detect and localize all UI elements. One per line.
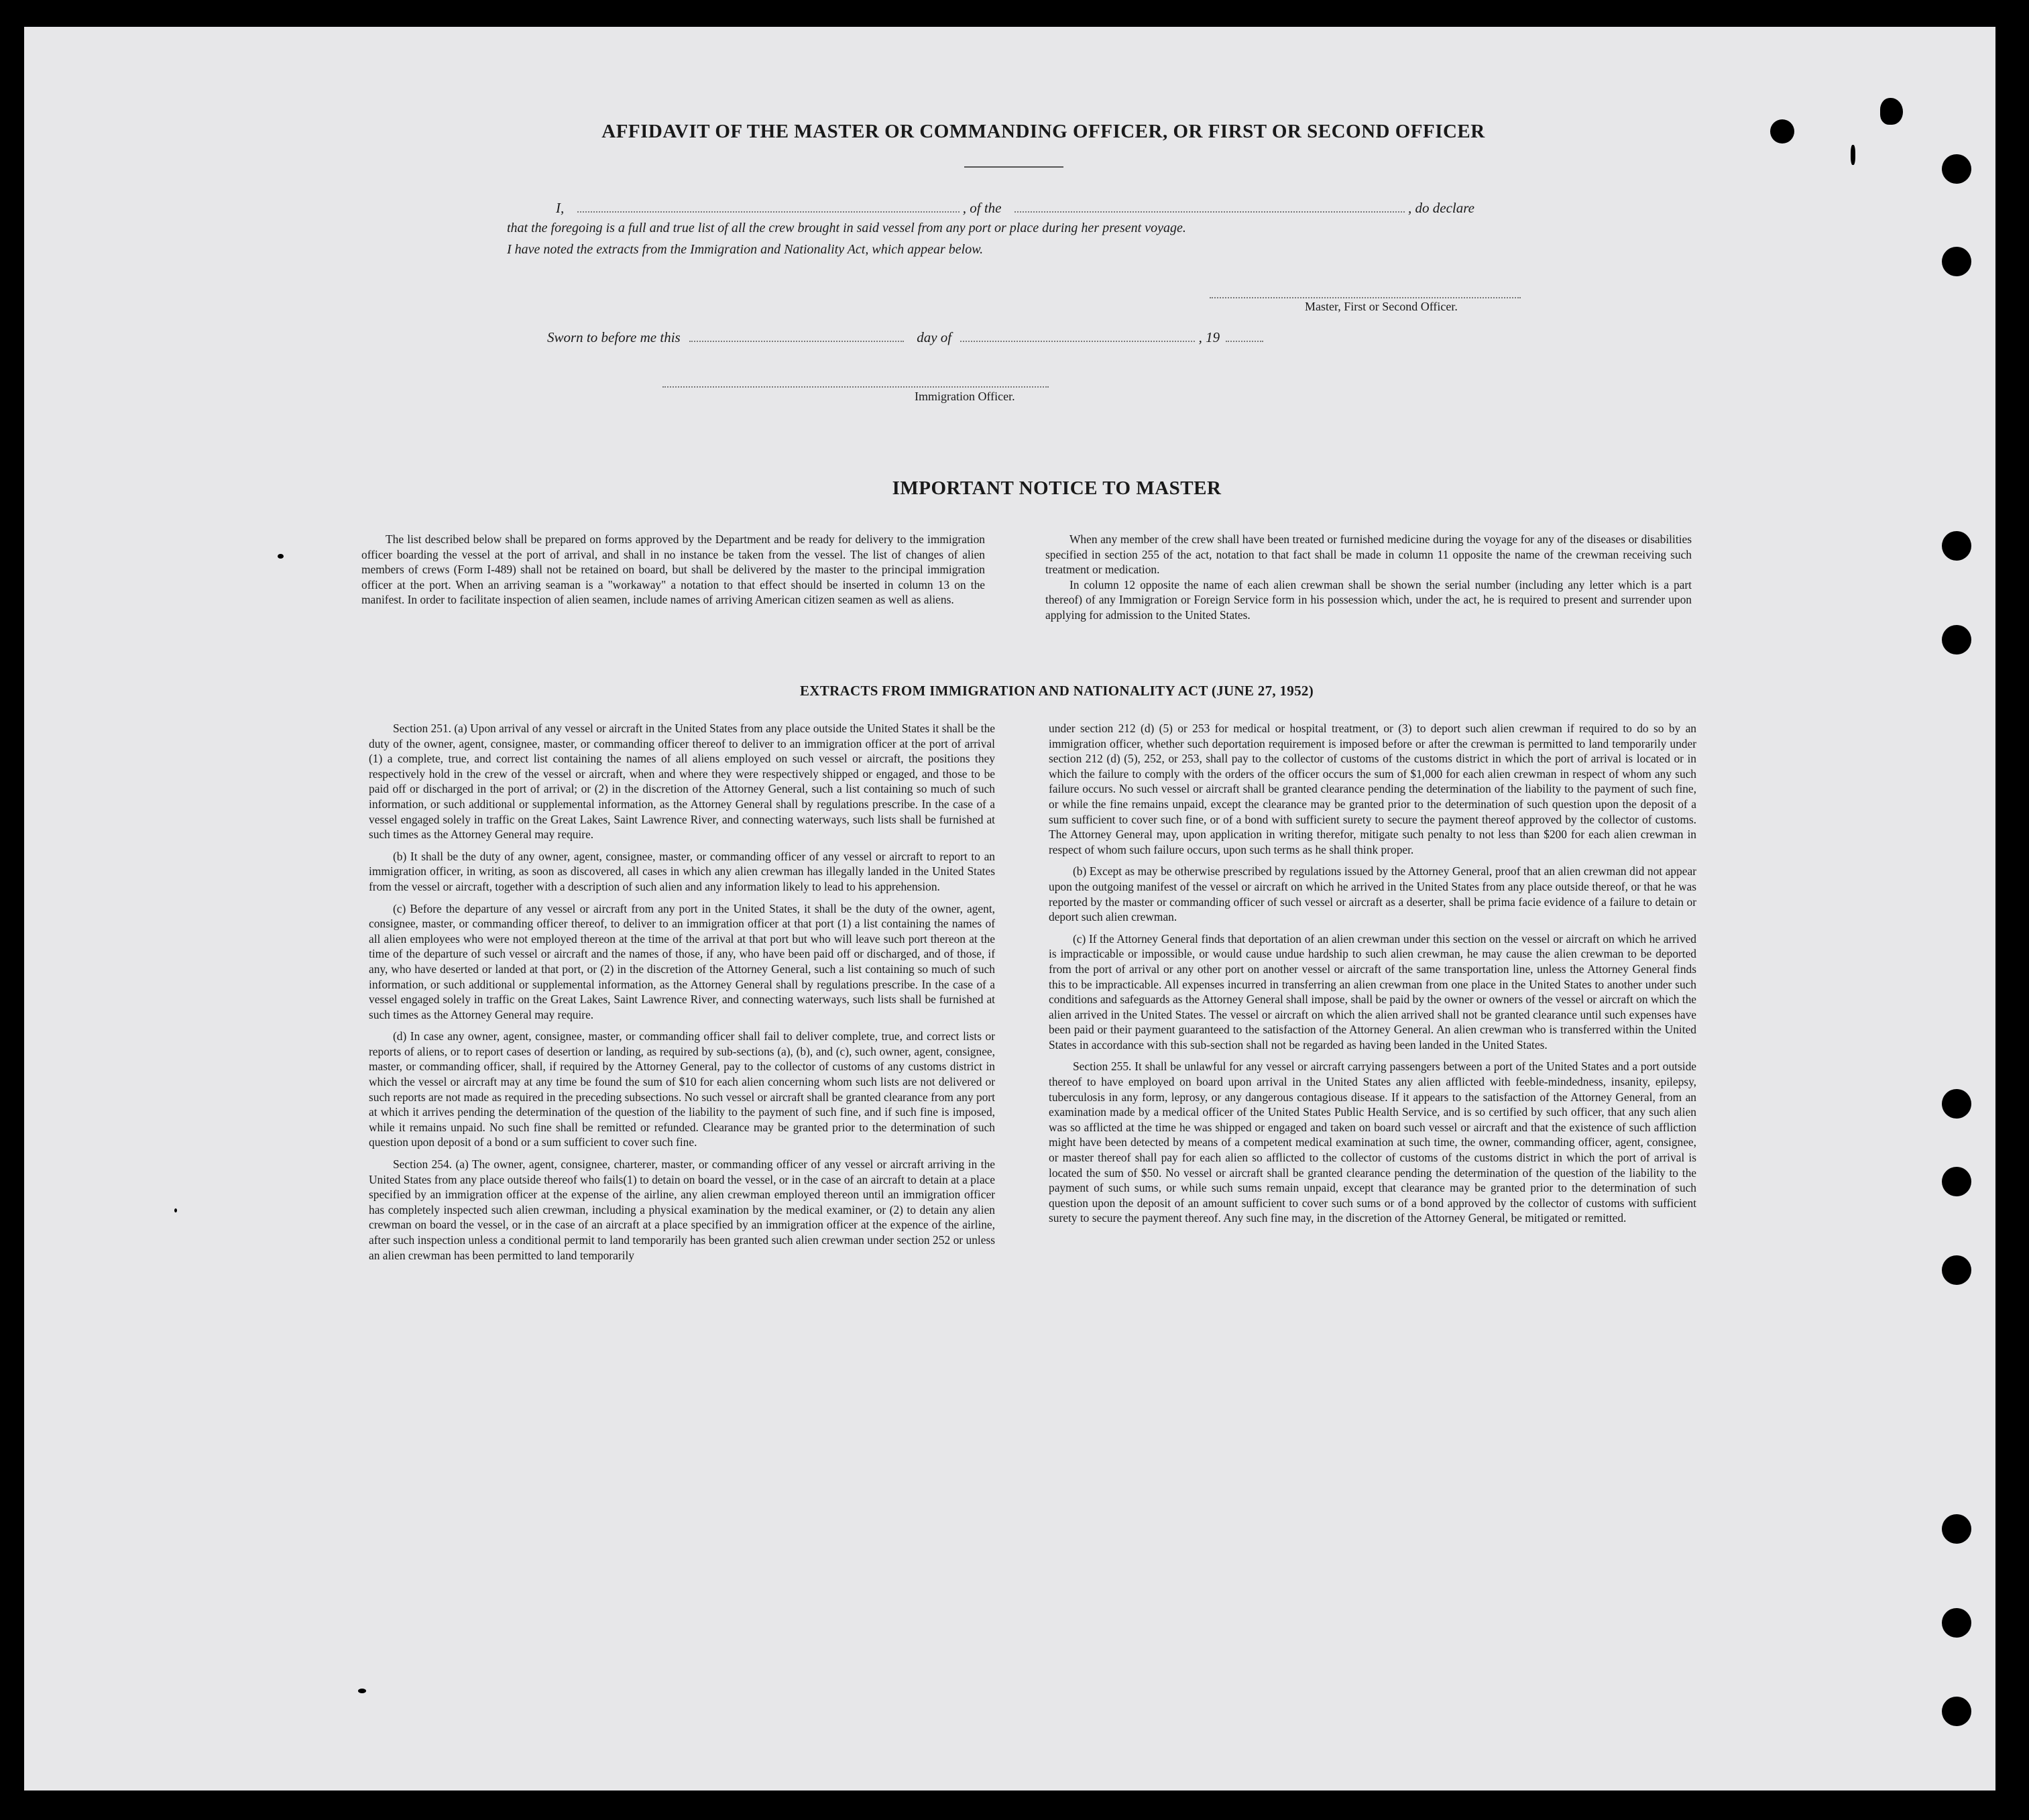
affidavit-extracts-line: I have noted the extracts from the Immigration and Nationality Act, which appear below. (507, 242, 984, 257)
punch-hole (1770, 119, 1794, 144)
notice-right-paragraph: When any member of the crew shall have been treated or furnished medicine during the voyage for any of the diseases or disabilities specified in section 255 of the act, notation to that fact shall be made in column 11 opposite the name of the crewman receiving such treatment or medication. (1045, 532, 1692, 577)
officer-signature-label: Immigration Officer. (915, 390, 1015, 403)
punch-hole (1942, 154, 1971, 184)
ink-speck (358, 1689, 366, 1693)
extracts-title: EXTRACTS FROM IMMIGRATION AND NATIONALITY ACT (JUNE 27, 1952) (800, 683, 1314, 699)
notice-title: IMPORTANT NOTICE TO MASTER (892, 477, 1222, 499)
punch-hole (1942, 625, 1971, 655)
punch-hole (1942, 1697, 1971, 1726)
punch-hole (1942, 1514, 1971, 1544)
affidavit-declare-label: , do declare (1408, 200, 1474, 216)
officer-signature-line (662, 386, 1049, 388)
year-fill-line (1226, 327, 1263, 342)
punch-hole (1942, 1608, 1971, 1638)
sworn-month-fill-line (960, 327, 1195, 342)
vessel-fill-line (1014, 198, 1405, 213)
punch-hole (1942, 1255, 1971, 1285)
section-251b-paragraph: (b) It shall be the duty of any owner, agent, consignee, master, or commanding officer of any vessel or aircraft to report to an immigration officer, in writing, as soon as discovered, all cases in which any alien crewman has illegally landed in the United States from the vessel or aircraft, together with a description of such alien and any information likely to lead to his apprehension. (369, 849, 995, 893)
document-page (24, 27, 1995, 1790)
master-signature-label: Master, First or Second Officer. (1305, 300, 1458, 313)
title-divider (964, 166, 1063, 168)
notice-right-column (1045, 532, 1692, 630)
punch-hole (1942, 1089, 1971, 1119)
ink-speck (174, 1208, 177, 1212)
sworn-line (547, 327, 1263, 346)
extracts-left-column (369, 721, 995, 1269)
day-of-label: day of (917, 329, 952, 345)
section-254a-continued-paragraph: under section 212 (d) (5) or 253 for medical or hospital treatment, or (3) to deport such alien crewman if required to do so by an immigration officer, whether such deportation requirement is imposed before or after the crewman is permitted to land temporarily under section 212 (d) (5), 252, or 253, shall pay to the collector of customs of the customs district in which the port of arrival is located or in which the failure to comply with the orders of the officer occurs the sum of $1,000 for each alien crewman in respect of whom any such failure occurs. No such vessel or aircraft shall be granted clearance pending the determination of the liability to the payment of such fine, or while the fine remains unpaid, except the clearance may be granted prior to the determination of such question upon the deposit of a sum sufficient to cover such fine, or of a bond with sufficient surety to secure the payment thereof approved by the collector of customs. The Attorney General may, upon application in writing therefor, mitigate such penalty to not less than $200 for each alien crewman in respect of whom such failure occurs, upon such terms as he shall think proper. (1049, 722, 1696, 856)
affidavit-declaration-line (556, 198, 1474, 217)
punch-hole (1942, 531, 1971, 561)
sworn-prefix: Sworn to before me this (547, 329, 681, 345)
section-251d-paragraph: (d) In case any owner, agent, consignee, master, or commanding officer shall fail to deliver complete, true, and correct lists or reports of aliens, or to report cases of desertion or landing, as required by sub-sections (a), (b), and (c), such owner, agent, consignee, master, or commanding officer, shall, if required by the Attorney General, pay to the collector of customs of any customs district in which the vessel or aircraft may at any time be found the sum of $10 for each alien concerning whom such lists are not delivered or such reports are not made as required in the preceding subsections. No such vessel or aircraft shall be granted clearance from any port at which it arrives pending the determination of the question of the liability to the payment of such fine, and if such fine is imposed, while it remains unpaid. No such fine shall be remitted or refunded. Clearance may be granted prior to the determination of such question upon deposit of a bond or a sum sufficient to cover such fine. (369, 1029, 995, 1149)
ink-stain (1880, 98, 1903, 125)
section-255-paragraph: Section 255. It shall be unlawful for any vessel or aircraft carrying passengers between a port of the United States and a port outside thereof to have employed on board upon arrival in the United States any alien afflicted with feeble-mindedness, insanity, epilepsy, tuberculosis in any form, leprosy, or any dangerous contagious disease. If it appears to the satisfaction of the Attorney General, from an examination made by a medical officer of the United States Public Health Service, and is so certified by such officer, that any such alien was so afflicted at the time he was shipped or engaged and taken on board such vessel or aircraft and that the existence of such affliction might have been detected by means of a competent medical examination at such time, the owner, commanding officer, agent, consignee, or master thereof shall pay for each alien so afflicted to the collector of customs of the customs district in which the port of arrival is located the sum of $50. No vessel or aircraft shall be granted clearance pending the determination of the question of the liability to the payment of such sums, or while such sums remain unpaid, except that clearance may be granted prior to the determination of such question upon the deposit of an amount sufficient to cover such sums or of a bond approved by the collector of customs with sufficient surety to secure the payment thereof. Any such fine may, in the discretion of the Attorney General, be mitigated or remitted. (1049, 1060, 1696, 1225)
affidavit-statement-line: that the foregoing is a full and true list of all the crew brought in said vessel from any port or place during her present voyage. (507, 221, 1186, 235)
affidavit-i-label: I, (556, 200, 565, 216)
name-fill-line (577, 198, 960, 213)
master-signature-line (1210, 297, 1521, 298)
affidavit-of-the-label: , of the (962, 200, 1002, 216)
section-254a-paragraph: Section 254. (a) The owner, agent, consignee, charterer, master, or commanding officer of any vessel or aircraft arriving in the United States from any place outside thereof who fails(1) to detain on board the vessel, or in the case of an aircraft to detain at a place specified by an immigration officer at the expense of the airline, any alien crewman employed thereon until an immigration officer has completely inspected such alien crewman, including a physical examination by the medical examiner, or (2) to detain any alien crewman on board the vessel, or in the case of an aircraft at a place specified by an immigration officer at the expence of the airline, after such inspection unless a conditional permit to land temporarily has been granted such alien crewman under section 252 or unless an alien crewman has been permitted to land temporarily (369, 1157, 995, 1262)
section-254c-paragraph: (c) If the Attorney General finds that deportation of an alien crewman under this section on the vessel or aircraft on which he arrived is impracticable or impossible, or would cause undue hardship to such alien crewman, he may cause the alien crewman to be deported from the port of arrival or any other port on another vessel or aircraft of the same transportation line, unless the Attorney General finds this to be impracticable. All expenses incurred in transferring an alien crewman from one place in the United States to another under such conditions and safeguards as the Attorney General shall impose, shall be paid by the owner or owners of the vessel or aircraft on which the alien arrived in the United States. The vessel or aircraft on which the alien arrived shall not be granted clearance until such expenses have been paid or their payment guaranteed to the satisfaction of the Attorney General. An alien crewman who is transferred within the United States in accordance with this sub-section shall not be regarded as having been landed in the United States. (1049, 931, 1696, 1051)
sworn-day-fill-line (689, 327, 904, 342)
punch-hole (1942, 247, 1971, 276)
extracts-right-column (1049, 721, 1696, 1233)
notice-left-column (361, 532, 985, 614)
affidavit-statement (507, 217, 1540, 260)
notice-right-paragraph: In column 12 opposite the name of each alien crewman shall be shown the serial number (including any letter which is a part thereof) of any Immigration or Foreign Service form in his possession which, under the act, he is required to present and surrender upon applying for admission to the United States. (1045, 577, 1692, 622)
ink-stain (1851, 145, 1855, 165)
section-254b-paragraph: (b) Except as may be otherwise prescribed by regulations issued by the Attorney General, proof that an alien crewman did not appear upon the outgoing manifest of the vessel or aircraft on which he arrived in the United States from any place outside thereof, or that he was reported by the master or commanding officer of such vessel or aircraft as a deserter, shall be prima facie evidence of a failure to detain or deport such alien crewman. (1049, 864, 1696, 924)
section-251a-paragraph: Section 251. (a) Upon arrival of any vessel or aircraft in the United States from any place outside the United States it shall be the duty of the owner, agent, consignee, master, or commanding officer thereof to deliver to an immigration officer at the port of arrival (1) a complete, true, and correct list containing the names of all aliens employed on such vessel or aircraft, the positions they respectively hold in the crew of the vessel or aircraft, when and where they were respectively shipped or engaged, and those to be paid off or discharged in the port of arrival; or (2) in the discretion of the Attorney General, such a list containing so much of such information, or such additional or supplemental information, as the Attorney General shall by regulations prescribe. In the case of a vessel engaged solely in traffic on the Great Lakes, Saint Lawrence River, and connecting waterways, such lists shall be furnished at such times as the Attorney General may require. (369, 722, 995, 842)
notice-left-paragraph: The list described below shall be prepared on forms approved by the Department and be ready for delivery to the immigration officer boarding the vessel at the port of arrival, and shall in no instance be taken from the vessel. The list of changes of alien members of crews (Form I-489) shall not be retained on board, but shall be delivered by the master to the principal immigration officer at the port. When an arriving seaman is a "workaway" a notation to that effect should be inserted in column 13 on the manifest. In order to facilitate inspection of alien seamen, include names of arriving American citizen seamen as well as aliens. (361, 532, 985, 607)
year-prefix: , 19 (1198, 329, 1220, 345)
ink-speck (278, 554, 284, 559)
section-251c-paragraph: (c) Before the departure of any vessel or aircraft from any port in the United States, it shall be the duty of the owner, agent, consignee, master, or commanding officer thereof, to deliver to an immigration officer at that port (1) a list containing the names of all alien employees who were not employed thereon at the time of the arrival at that port but who will leave such port thereon at the time of the departure of such vessel or aircraft and the names of those, if any, who have been paid off or discharged, and of those, if any, who have deserted or landed at that port, or (2) in the discretion of the Attorney General, such a list containing so much of such information, or such additional or supplemental information, as the Attorney General shall by regulations prescribe. In the case of a vessel engaged solely in traffic on the Great Lakes, Saint Lawrence River, and connecting waterways, such lists shall be furnished at such times as the Attorney General may require. (369, 901, 995, 1021)
punch-hole (1942, 1167, 1971, 1196)
affidavit-title: AFFIDAVIT OF THE MASTER OR COMMANDING OFFICER, OR FIRST OR SECOND OFFICER (601, 121, 1485, 142)
